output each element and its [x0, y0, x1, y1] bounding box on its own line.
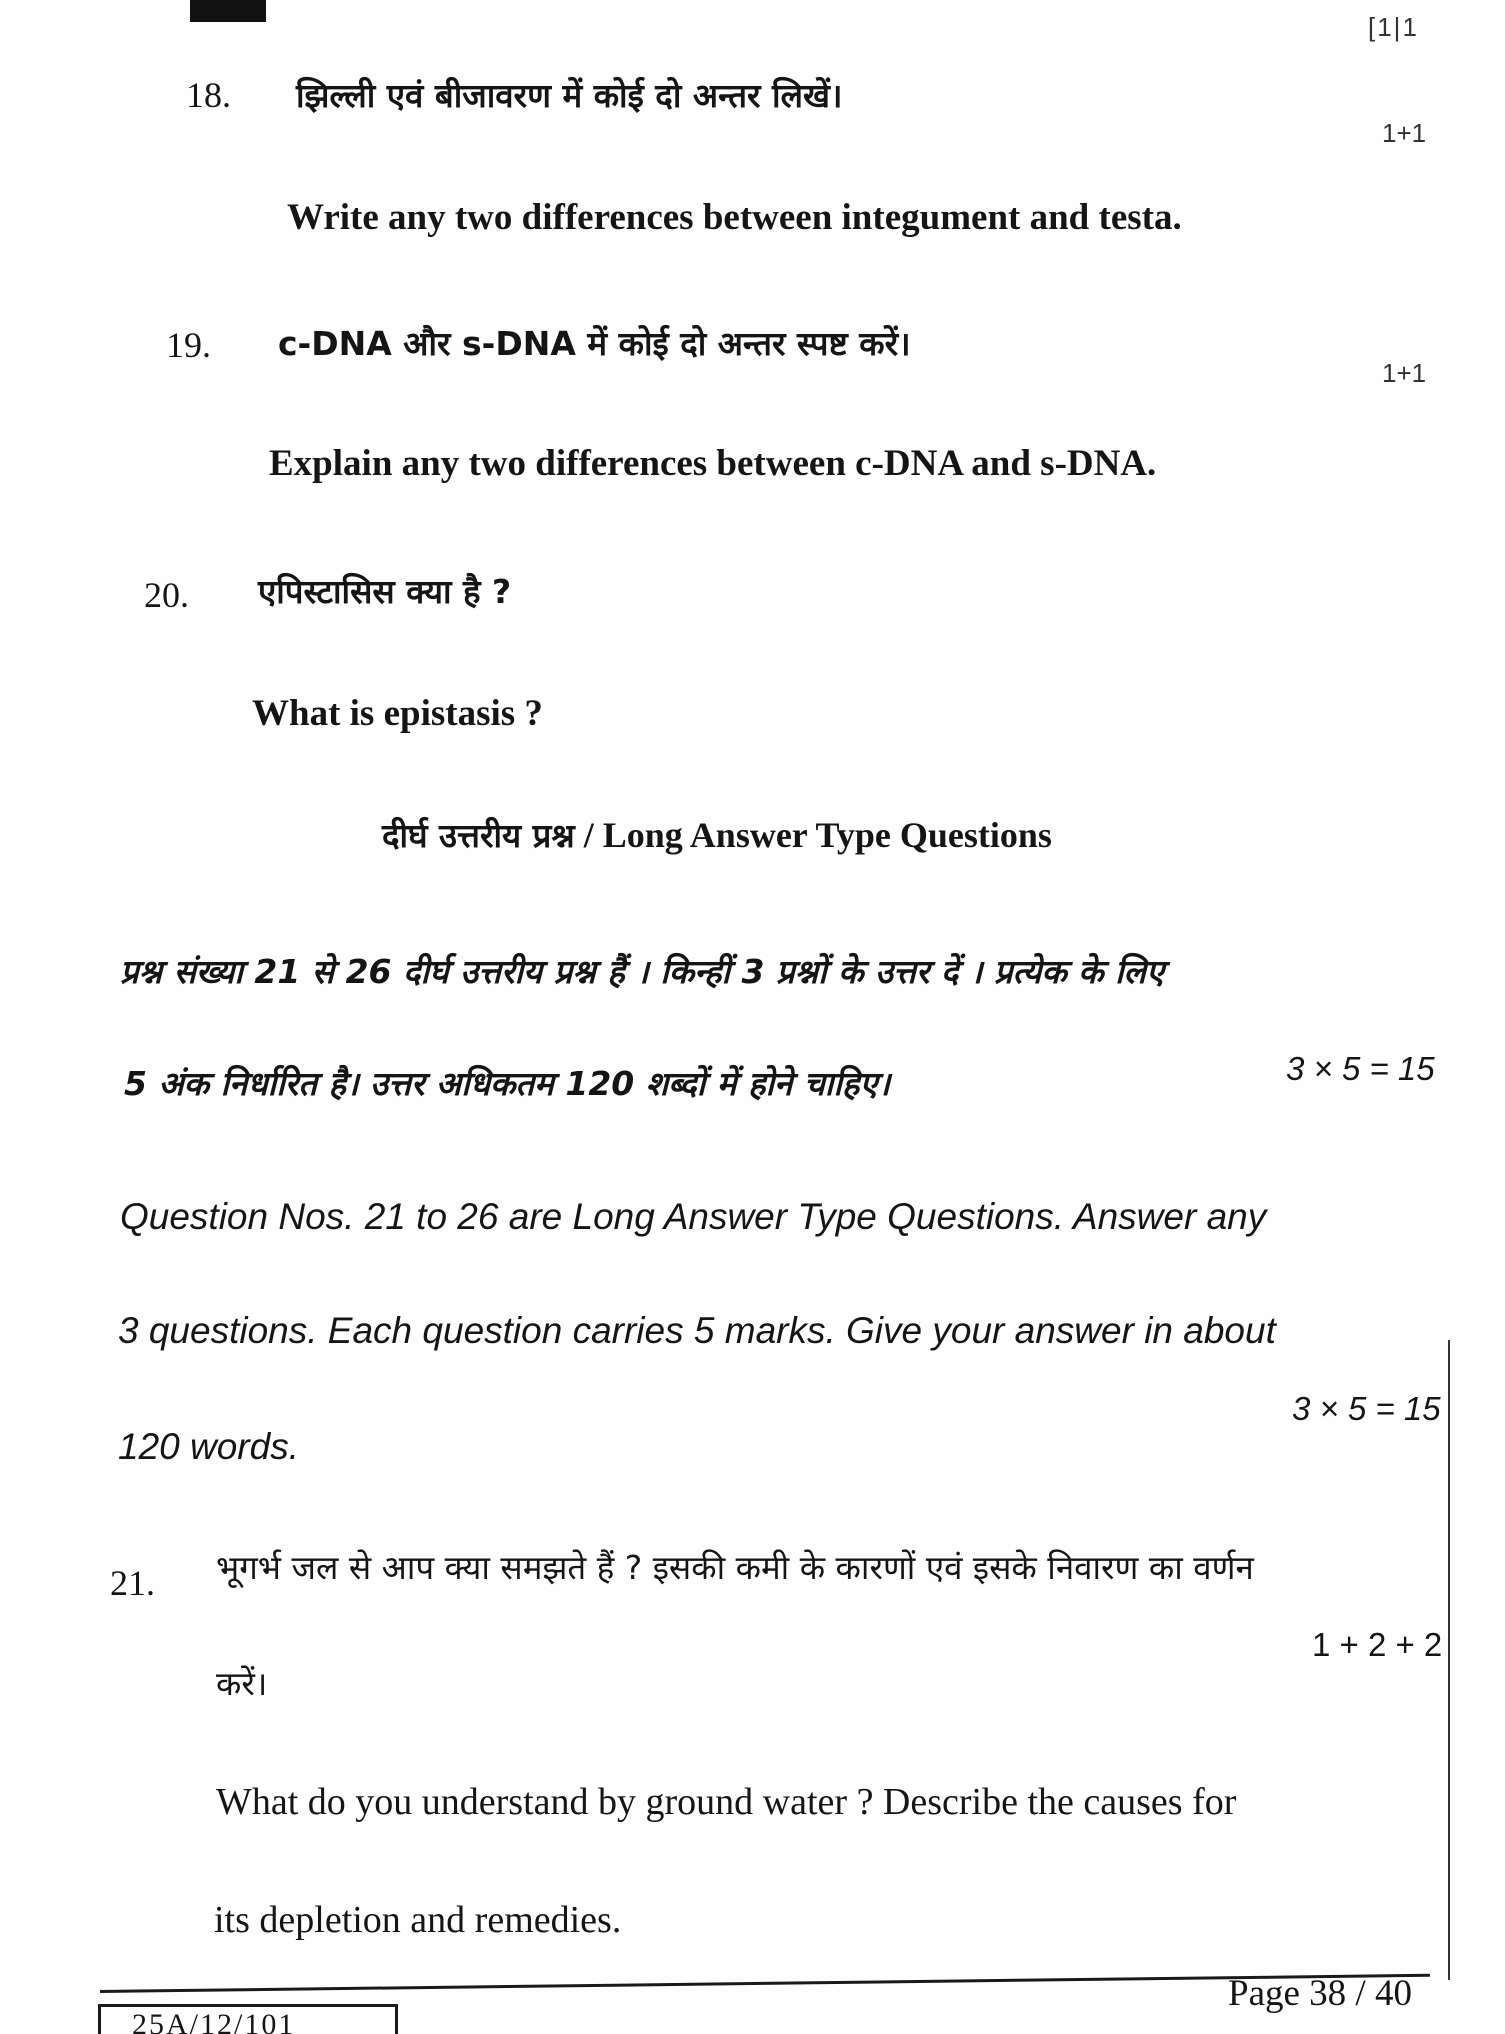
q20-hindi-text: एपिस्टासिस क्या है ?: [258, 572, 512, 611]
instructions-english-line-3: 120 words.: [118, 1426, 299, 1467]
q21-hindi-line-2: करें।: [216, 1664, 268, 1703]
section-heading: [382, 812, 1052, 857]
q19-hindi-text: c-DNA और s-DNA में कोई दो अन्तर स्पष्ट करें।: [278, 324, 911, 363]
section-heading-english: Long Answer Type Questions: [602, 815, 1052, 855]
q21-english-line-2: its depletion and remedies.: [214, 1899, 622, 1941]
q18-english-text: Write any two differences between integument and testa.: [287, 197, 1182, 238]
q21-english-line-1: What do you understand by ground water ? Describe the causes for: [216, 1781, 1237, 1823]
q19-english-text: Explain any two differences between c-DNA and s-DNA.: [269, 443, 1157, 484]
instructions-english-marks: 3 × 5 = 15: [1292, 1390, 1441, 1427]
q21-number: 21.: [110, 1563, 155, 1603]
section-heading-hindi: दीर्घ उत्तरीय प्रश्न: [382, 816, 575, 855]
q18-number: 18.: [186, 75, 231, 115]
instructions-hindi-line-2: 5 अंक निर्धारित है। उत्तर अधिकतम 120 शब्दों में होने चाहिए।: [124, 1064, 891, 1103]
q18-marks: 1+1: [1382, 118, 1427, 148]
section-heading-separator: /: [574, 815, 603, 855]
instructions-hindi-line-1: प्रश्न संख्या 21 से 26 दीर्घ उत्तरीय प्रश्न हैं । किन्हीं 3 प्रश्नों के उत्तर दें । प्रत्येक के लिए: [120, 952, 1165, 991]
q20-number: 20.: [144, 575, 189, 615]
footer-code: 25A/12/101: [132, 2008, 296, 2034]
corner-mark: [190, 0, 266, 22]
right-margin-rule: [1448, 1340, 1450, 1980]
q21-hindi-line-1: भूगर्भ जल से आप क्या समझते हैं ? इसकी कमी के कारणों एवं इसके निवारण का वर्णन: [216, 1548, 1254, 1587]
top-corner-marks: [1|1: [1368, 12, 1419, 42]
q21-marks: 1 + 2 + 2: [1312, 1626, 1443, 1663]
q19-number: 19.: [166, 325, 211, 365]
q20-english-text: What is epistasis ?: [252, 693, 543, 734]
q19-marks: 1+1: [1382, 358, 1427, 388]
page-number: Page 38 / 40: [1228, 1973, 1412, 2014]
instructions-english-line-1: Question Nos. 21 to 26 are Long Answer Type Questions. Answer any: [120, 1196, 1267, 1237]
q18-hindi-text: झिल्ली एवं बीजावरण में कोई दो अन्तर लिखें।: [296, 76, 843, 115]
instructions-hindi-marks: 3 × 5 = 15: [1286, 1050, 1435, 1087]
instructions-english-line-2: 3 questions. Each question carries 5 marks. Give your answer in about: [118, 1310, 1276, 1351]
